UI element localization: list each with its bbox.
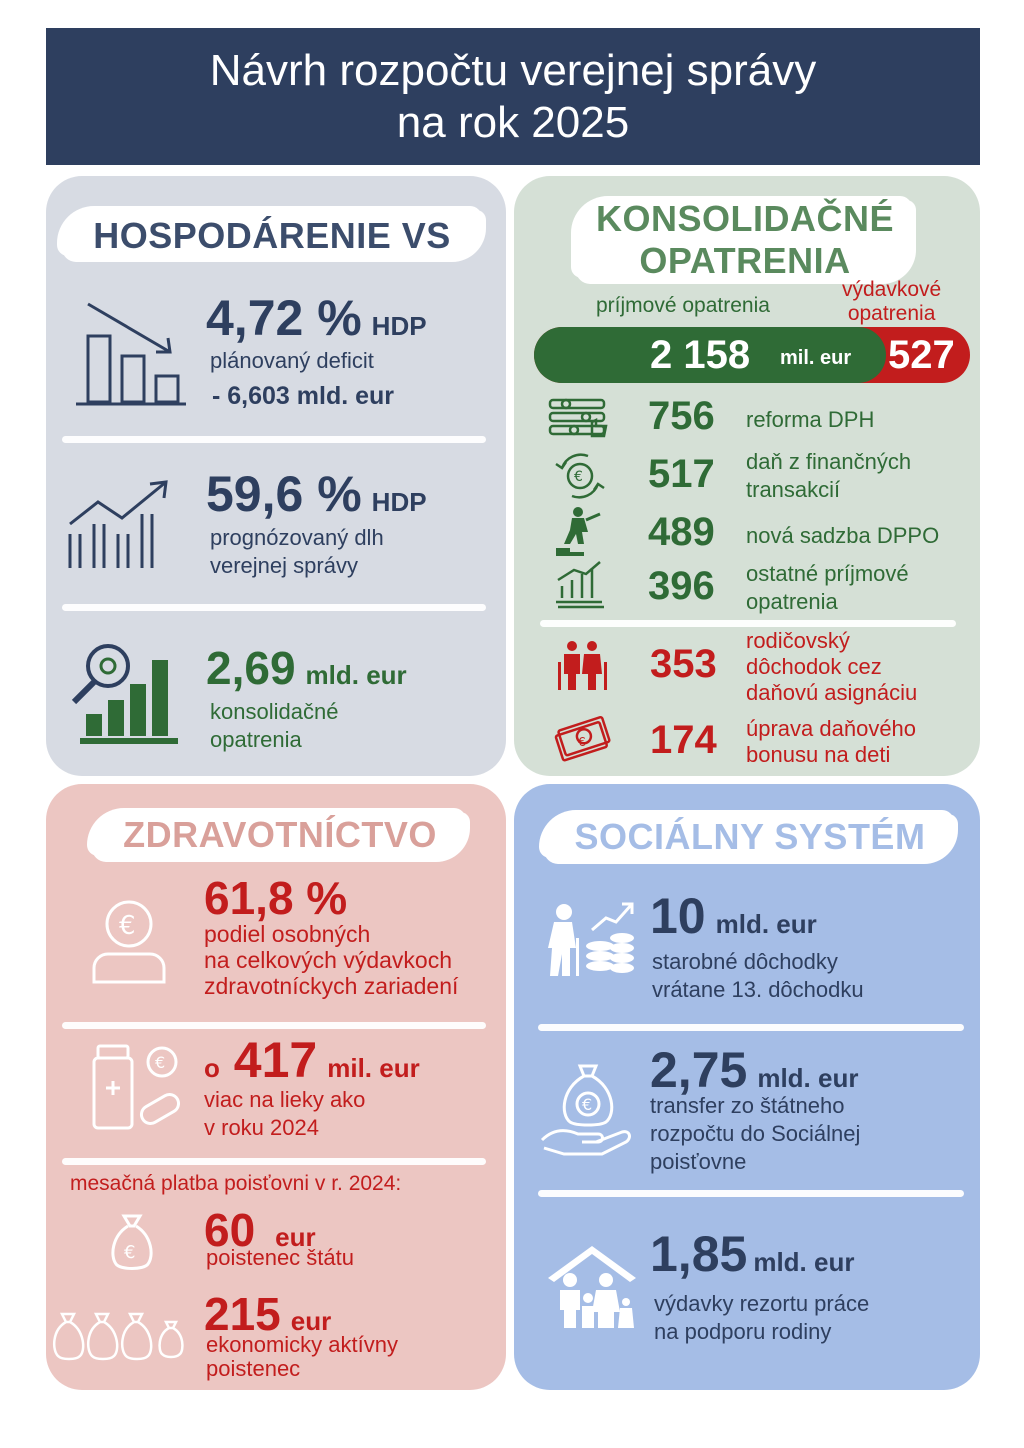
medicine-line1: viac na lieky ako — [204, 1087, 366, 1112]
item-label: reforma DPH — [746, 407, 875, 432]
legend-expense-line2: opatrenia — [847, 302, 936, 325]
expense-item-label-line1: úprava daňového — [746, 716, 917, 741]
expense-item-label-line2: bonusu na deti — [746, 742, 891, 767]
medicine-unit: mil. eur — [327, 1053, 420, 1083]
svg-text:€: € — [119, 911, 136, 941]
family-unit: mld. eur — [753, 1247, 855, 1277]
money-bags-icon — [50, 1310, 196, 1364]
medicine-value: 417 — [233, 1032, 318, 1088]
deficit-label: plánovaný deficit — [210, 348, 374, 373]
money-growth-chart-icon — [552, 560, 608, 612]
expense-item-label-line3: daňovú asignáciu — [746, 680, 918, 705]
panel-title-line2: OPATRENIA — [639, 240, 851, 281]
staff-share-line2: na celkových výdavkoch — [204, 947, 453, 973]
medicine-line2: v roku 2024 — [204, 1115, 319, 1140]
debt-unit: HDP — [371, 487, 427, 517]
elderly-couple-icon — [556, 640, 612, 692]
panel-title-line1: KONSOLIDAČNÉ — [595, 198, 894, 239]
divider — [538, 1190, 964, 1197]
staff-share-value: 61,8 % — [204, 872, 348, 924]
debt-label-line1: prognózovaný dlh — [210, 525, 384, 550]
svg-text:€: € — [124, 1242, 136, 1263]
active-insured-unit: eur — [290, 1306, 332, 1336]
consolidation-label-line2: opatrenia — [210, 727, 302, 752]
deficit-amount-row — [212, 380, 394, 412]
active-insured-line1: ekonomicky aktívny — [206, 1332, 398, 1357]
expense-item-value: 174 — [650, 718, 717, 762]
page-header — [46, 28, 980, 165]
debt-value: 59,6 % — [206, 466, 362, 522]
divider — [540, 620, 956, 627]
consolidation-value-row — [206, 640, 407, 703]
rising-bar-chart-icon — [64, 478, 176, 572]
deficit-amount: - 6,603 — [212, 382, 290, 410]
item-label-line1: ostatné príjmové — [746, 561, 909, 586]
svg-text:€: € — [155, 1053, 166, 1072]
legend-expense — [842, 278, 941, 326]
climbing-man-icon — [554, 506, 604, 558]
expense-item-value: 353 — [650, 642, 717, 686]
sliders-hand-icon — [548, 396, 610, 438]
deficit-value: 4,72 % — [206, 290, 362, 346]
item-label-line2: transakcií — [746, 477, 841, 502]
expense-item-label-line1: rodičovský — [746, 628, 850, 653]
transfer-line3: poisťovne — [650, 1149, 747, 1174]
state-insured-value: 60 — [204, 1204, 256, 1256]
family-value: 1,85 — [650, 1226, 748, 1282]
divider — [62, 436, 486, 443]
euro-exchange-icon — [552, 452, 608, 500]
legend-income: príjmové opatrenia — [596, 294, 770, 317]
divider — [62, 1158, 486, 1165]
state-insured-label: poistenec štátu — [206, 1245, 354, 1270]
divider — [62, 604, 486, 611]
transfer-line2: rozpočtu do Sociálnej — [650, 1121, 861, 1146]
item-value: 396 — [648, 564, 715, 608]
active-insured-line2: poistenec — [206, 1356, 301, 1381]
deficit-amount-unit: mld. eur — [296, 382, 395, 410]
item-value: 756 — [648, 394, 715, 438]
transfer-unit: mld. eur — [757, 1063, 859, 1093]
panel-title-zdravotnictvo: ZDRAVOTNÍCTVO — [123, 814, 437, 855]
expense-item-label-line2: dôchodok cez — [746, 654, 882, 679]
page-title-line1: Návrh rozpočtu verejnej správy — [209, 45, 817, 95]
consolidation-value: 2,69 — [206, 642, 296, 694]
item-label: nová sadzba DPPO — [746, 523, 940, 548]
deficit-value-row — [206, 288, 427, 356]
family-line2: na podporu rodiny — [654, 1319, 832, 1344]
debt-label-line2: verejnej správy — [210, 553, 358, 578]
pensions-line1: starobné dôchodky — [652, 949, 838, 974]
declining-bar-chart-icon — [70, 300, 190, 410]
pensions-value: 10 — [650, 888, 706, 944]
item-label-line2: opatrenia — [746, 589, 838, 614]
staff-share-line3: zdravotníckych zariadení — [204, 973, 459, 999]
income-bar-unit: mil. eur — [780, 347, 852, 369]
expense-bar-value: 527 — [888, 333, 955, 377]
family-line1: výdavky rezortu práce — [654, 1291, 870, 1316]
svg-text:€: € — [582, 1095, 593, 1114]
staff-share-line1: podiel osobných — [204, 921, 371, 947]
panel-title-hospodarenie: HOSPODÁRENIE VS — [93, 215, 451, 256]
elderly-coins-icon — [542, 898, 638, 978]
transfer-line1: transfer zo štátneho — [650, 1093, 845, 1118]
panel-title-konsolidacne — [560, 198, 930, 282]
medicine-prefix: o — [204, 1053, 220, 1083]
pensions-value-row — [650, 886, 817, 954]
hand-money-bag-icon — [538, 1062, 638, 1156]
income-bar-value: 2 158 — [650, 333, 751, 377]
divider — [538, 1024, 964, 1031]
svg-text:€: € — [574, 469, 583, 485]
gear-magnifier-chart-icon — [64, 640, 184, 748]
consolidation-unit: mld. eur — [305, 660, 407, 690]
medicine-pills-icon — [90, 1044, 186, 1132]
person-euro-icon — [88, 896, 170, 986]
family-house-icon — [546, 1244, 638, 1328]
pensions-line2: vrátane 13. dôchodku — [652, 977, 864, 1002]
monthly-payment-heading: mesačná platba poisťovni v r. 2024: — [70, 1172, 402, 1195]
page-title-line2: na rok 2025 — [396, 97, 630, 147]
panel-title-socialny: SOCIÁLNY SYSTÉM — [574, 816, 926, 857]
banknotes-icon — [552, 712, 612, 768]
deficit-unit: HDP — [371, 311, 427, 341]
consolidation-label-line1: konsolidačné — [210, 699, 339, 724]
active-insured-value: 215 — [204, 1288, 281, 1340]
pensions-unit: mld. eur — [715, 909, 817, 939]
debt-value-row — [206, 464, 427, 532]
state-insured-unit: eur — [275, 1222, 316, 1252]
item-value: 489 — [648, 510, 715, 554]
divider — [62, 1022, 486, 1029]
item-value: 517 — [648, 452, 715, 496]
family-value-row — [650, 1224, 854, 1292]
transfer-value: 2,75 — [650, 1042, 748, 1098]
item-label-line1: daň z finančných — [746, 449, 912, 474]
money-bag-icon — [108, 1212, 156, 1272]
legend-expense-line1: výdavkové — [842, 278, 942, 301]
svg-text:€: € — [578, 735, 586, 749]
